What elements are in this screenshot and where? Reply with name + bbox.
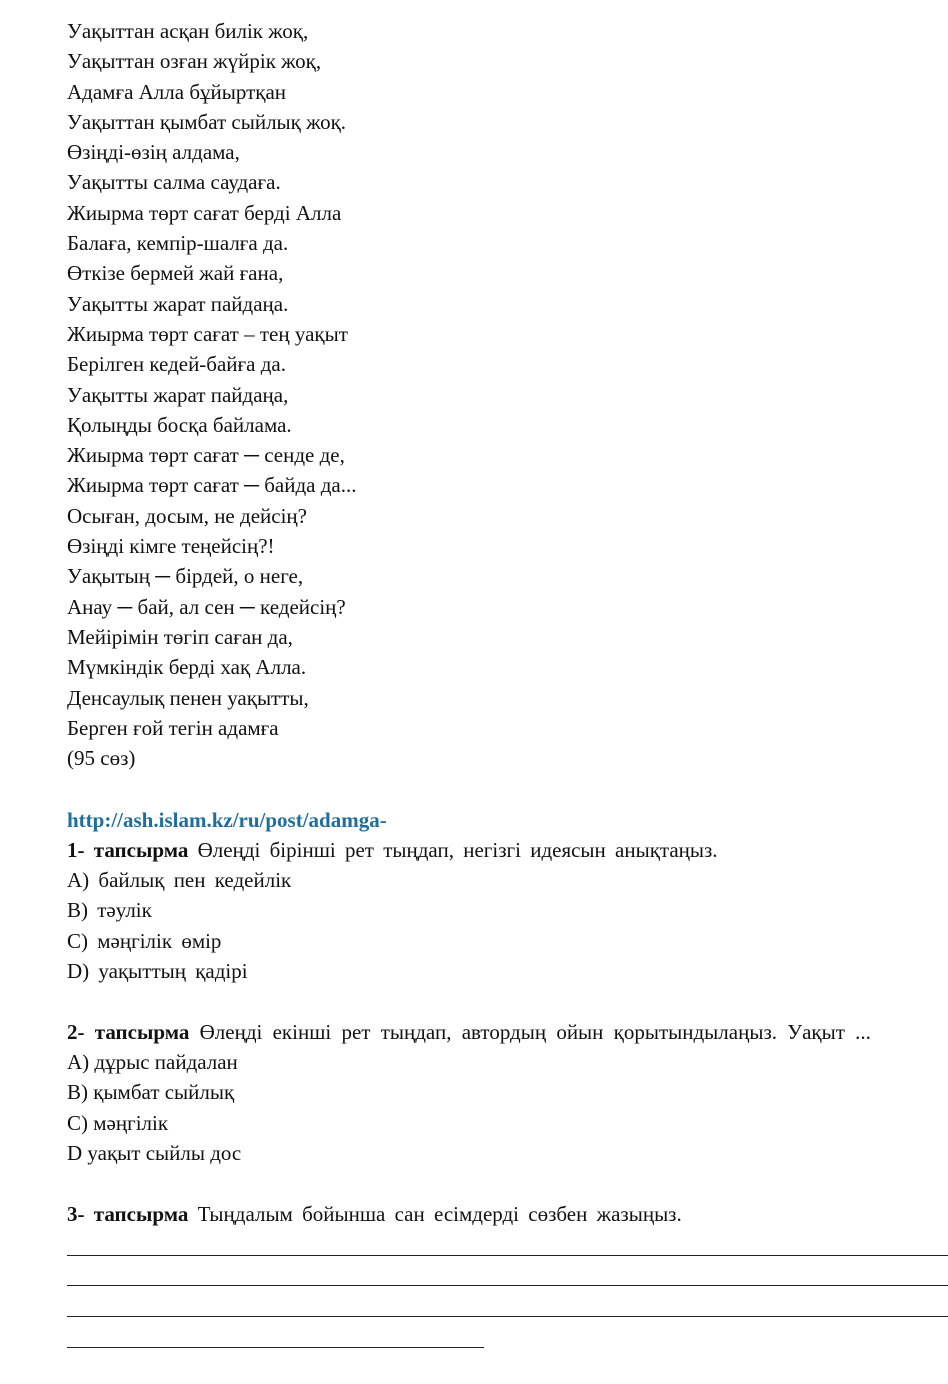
task-3-label: - тапсырма bbox=[77, 1202, 189, 1226]
poem-line: Қолыңды босқа байлама. bbox=[67, 412, 292, 437]
source-link[interactable]: http://ash.islam.kz/ru/post/adamga- bbox=[67, 808, 387, 832]
poem-line: Денсаулық пенен уақытты, bbox=[67, 685, 309, 710]
poem-line: Осыған, досым, не дейсің? bbox=[67, 503, 307, 528]
task-3 bbox=[67, 1199, 682, 1229]
task-2-option-c: С) мәңгілік bbox=[67, 1110, 169, 1135]
task-2-option-d: D уақыт сыйлы дос bbox=[67, 1140, 242, 1165]
task-1-option-a: A) байлық пен кедейлік bbox=[67, 868, 292, 892]
task-1-option-d: D) уақыттың қадірі bbox=[67, 958, 248, 983]
poem-line: Адамға Алла бұйыртқан bbox=[67, 79, 287, 104]
task-2-option-a: А) дұрыс пайдалан bbox=[67, 1050, 238, 1074]
poem-line: Анау ─ бай, ал сен ─ кедейсің? bbox=[67, 594, 346, 619]
poem-line: Өткізе бермей жай ғана, bbox=[67, 261, 284, 286]
poem-line: Жиырма төрт сағат ─ сенде де, bbox=[67, 443, 345, 468]
answer-line[interactable] bbox=[67, 1316, 948, 1317]
answer-line[interactable] bbox=[67, 1255, 948, 1256]
poem-line: Балаға, кемпір-шалға да. bbox=[67, 231, 289, 256]
task-2 bbox=[67, 1017, 871, 1168]
poem-line: Жиырма төрт сағат берді Алла bbox=[67, 200, 342, 225]
poem-line: Жиырма төрт сағат – тең уақыт bbox=[67, 321, 348, 346]
task-2-label: - тапсырма bbox=[77, 1020, 190, 1044]
task-3-number: 3 bbox=[67, 1202, 78, 1226]
task-3-title bbox=[67, 1199, 682, 1229]
task-1-label: - тапсырма bbox=[77, 838, 189, 862]
task-2-option-b: В) қымбат сыйлық bbox=[67, 1080, 235, 1105]
poem-line: Уақытты жарат пайдаңа, bbox=[67, 382, 289, 407]
task-1-text: Өлеңді бірінші рет тыңдап, негізгі идеясын анықтаңыз. bbox=[197, 838, 718, 862]
word-count: (95 сөз) bbox=[67, 746, 136, 771]
poem-line: Уақытың ─ бірдей, о неге, bbox=[67, 564, 304, 589]
poem-line: Уақыттан қымбат сыйлық жоқ. bbox=[67, 109, 347, 134]
task-3-text: Тыңдалым бойынша сан есімдерді сөзбен жазыңыз. bbox=[197, 1202, 682, 1226]
task-2-number: 2 bbox=[67, 1020, 78, 1044]
task-1 bbox=[67, 835, 718, 986]
poem-line: Берілген кедей-байға да. bbox=[67, 352, 286, 377]
poem-line: Мүмкіндік берді хақ Алла. bbox=[67, 655, 307, 680]
poem-line: Уақыттан озған жүйрік жоқ, bbox=[67, 49, 322, 74]
task-1-title bbox=[67, 835, 718, 865]
answer-line[interactable] bbox=[67, 1285, 948, 1286]
task-1-option-b: B) тәулік bbox=[67, 898, 152, 923]
poem-line: Өзіңді кімге теңейсің?! bbox=[67, 534, 275, 559]
poem-line: Өзіңді-өзің алдама, bbox=[67, 140, 240, 165]
poem-line: Мейірімін төгіп саған да, bbox=[67, 624, 293, 649]
poem-line: Уақытты жарат пайдаңа. bbox=[67, 291, 289, 316]
poem-line: Уақытты салма саудаға. bbox=[67, 170, 281, 195]
poem-line: Уақыттан асқан билік жоқ, bbox=[67, 19, 309, 43]
poem-line: Жиырма төрт сағат ─ байда да... bbox=[67, 473, 357, 498]
poem bbox=[67, 16, 357, 773]
task-1-number: 1 bbox=[67, 838, 78, 862]
task-2-text: Өлеңді екінші рет тыңдап, автордың ойын қорытындылаңыз. Уақыт ... bbox=[199, 1020, 871, 1044]
task-2-title bbox=[67, 1017, 871, 1047]
task-1-option-c: C) мәңгілік өмір bbox=[67, 928, 222, 953]
poem-line: Берген ғой тегін адамға bbox=[67, 715, 279, 740]
answer-line[interactable] bbox=[67, 1347, 484, 1348]
